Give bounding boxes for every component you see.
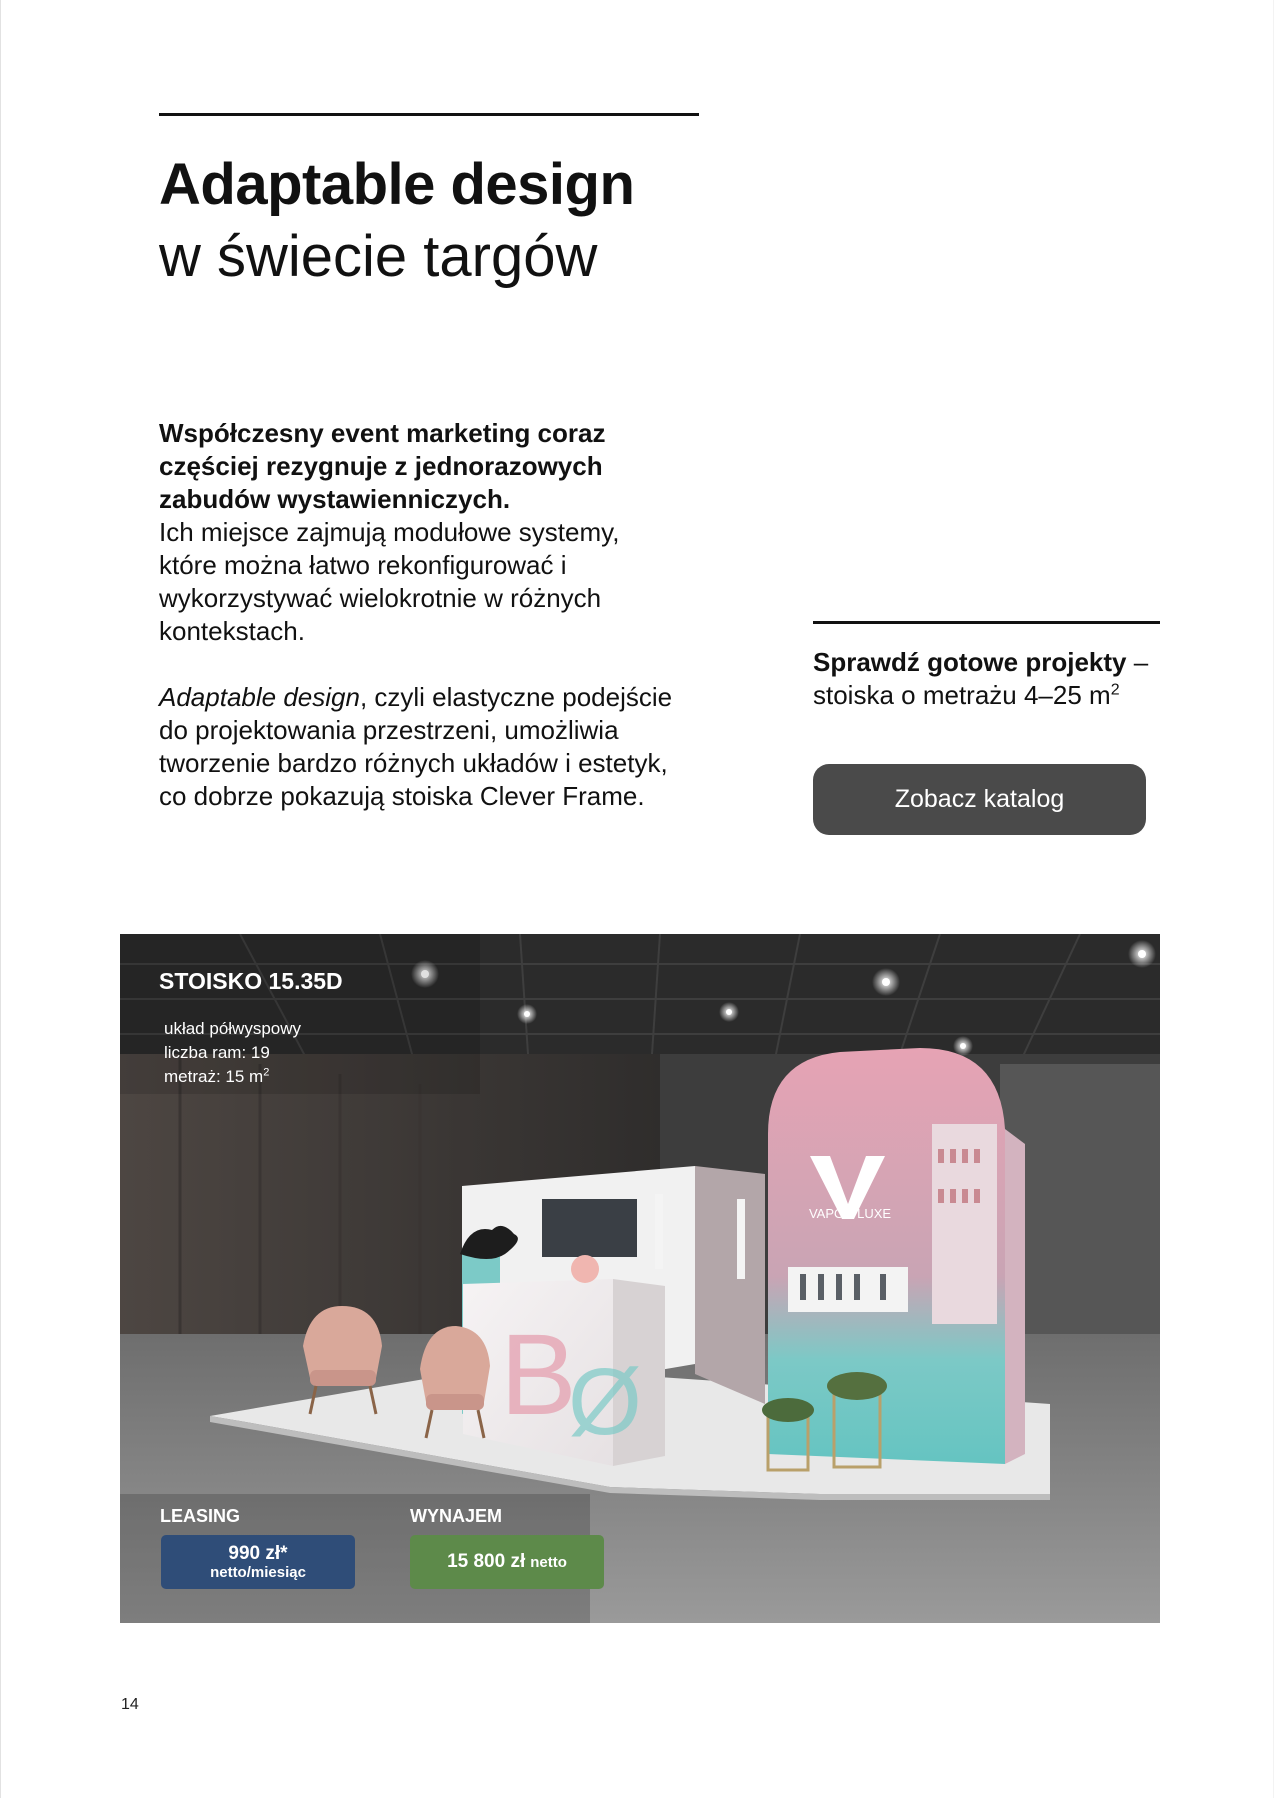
flower-vase [571,1255,599,1283]
stand-side-wall [695,1166,765,1404]
brand-logo-text: VAPOR LUXE [808,1206,892,1221]
leasing-amount: 990 zł* [228,1543,288,1564]
top-divider [159,113,699,116]
page-subtitle: w świecie targów [159,224,598,289]
led-light-2 [737,1199,745,1279]
page-title: Adaptable design [159,152,635,217]
stand-specs [164,1017,301,1089]
cta-text [813,646,1173,712]
stand-title: STOISKO 15.35D [159,968,343,994]
leasing-unit: netto/miesiąc [210,1564,306,1581]
cta-sup: 2 [1110,681,1120,699]
see-catalog-button[interactable]: Zobacz katalog [813,764,1146,835]
intro-italic-term: Adaptable design [159,682,360,712]
counter-lettering-2: Ø [568,1349,642,1455]
stand-render-image [120,934,1160,1623]
spec-layout: układ półwyspowy [164,1019,302,1038]
rent-unit: netto [530,1553,567,1571]
rent-price-badge [410,1535,604,1589]
intro-paragraph-2-text: , czyli elastyczne podejście do projektowania przestrzeni, umożliwia tworzenie bardzo różnych układów i estetyk, co dobrze pokazują stoiska Clever Frame. [159,682,673,811]
spec-area [164,1065,301,1089]
cta-bold: Sprawdź gotowe projekty [813,647,1127,677]
led-light [655,1194,663,1269]
arch-tower-side [1005,1129,1025,1464]
intro-text [159,417,679,813]
rent-amount: 15 800 zł [447,1551,526,1572]
cta-rest: stoiska o metrażu 4–25 m [813,680,1111,710]
intro-lead: Współczesny event marketing coraz częściej rezygnuje z jednorazowych zabudów wystawienniczych. [159,418,606,514]
cta-divider [813,621,1160,624]
leasing-label: LEASING [160,1506,241,1526]
stand-screen [542,1199,637,1257]
counter-lettering: B [500,1311,577,1439]
spec-area-text: metraż: 15 m [164,1067,264,1086]
spec-area-sup: 2 [263,1066,270,1079]
leasing-price-badge [161,1535,355,1589]
intro-body: Ich miejsce zajmują modułowe systemy, które można łatwo rekonfigurować i wykorzystywać wielokrotnie w różnych kontekstach. [159,517,620,646]
spec-frames: liczba ram: 19 [164,1043,270,1062]
rent-label: WYNAJEM [410,1506,503,1526]
intro-paragraph-2 [159,681,679,813]
page-number: 14 [121,1696,139,1713]
cta-dash: – [1126,647,1149,677]
